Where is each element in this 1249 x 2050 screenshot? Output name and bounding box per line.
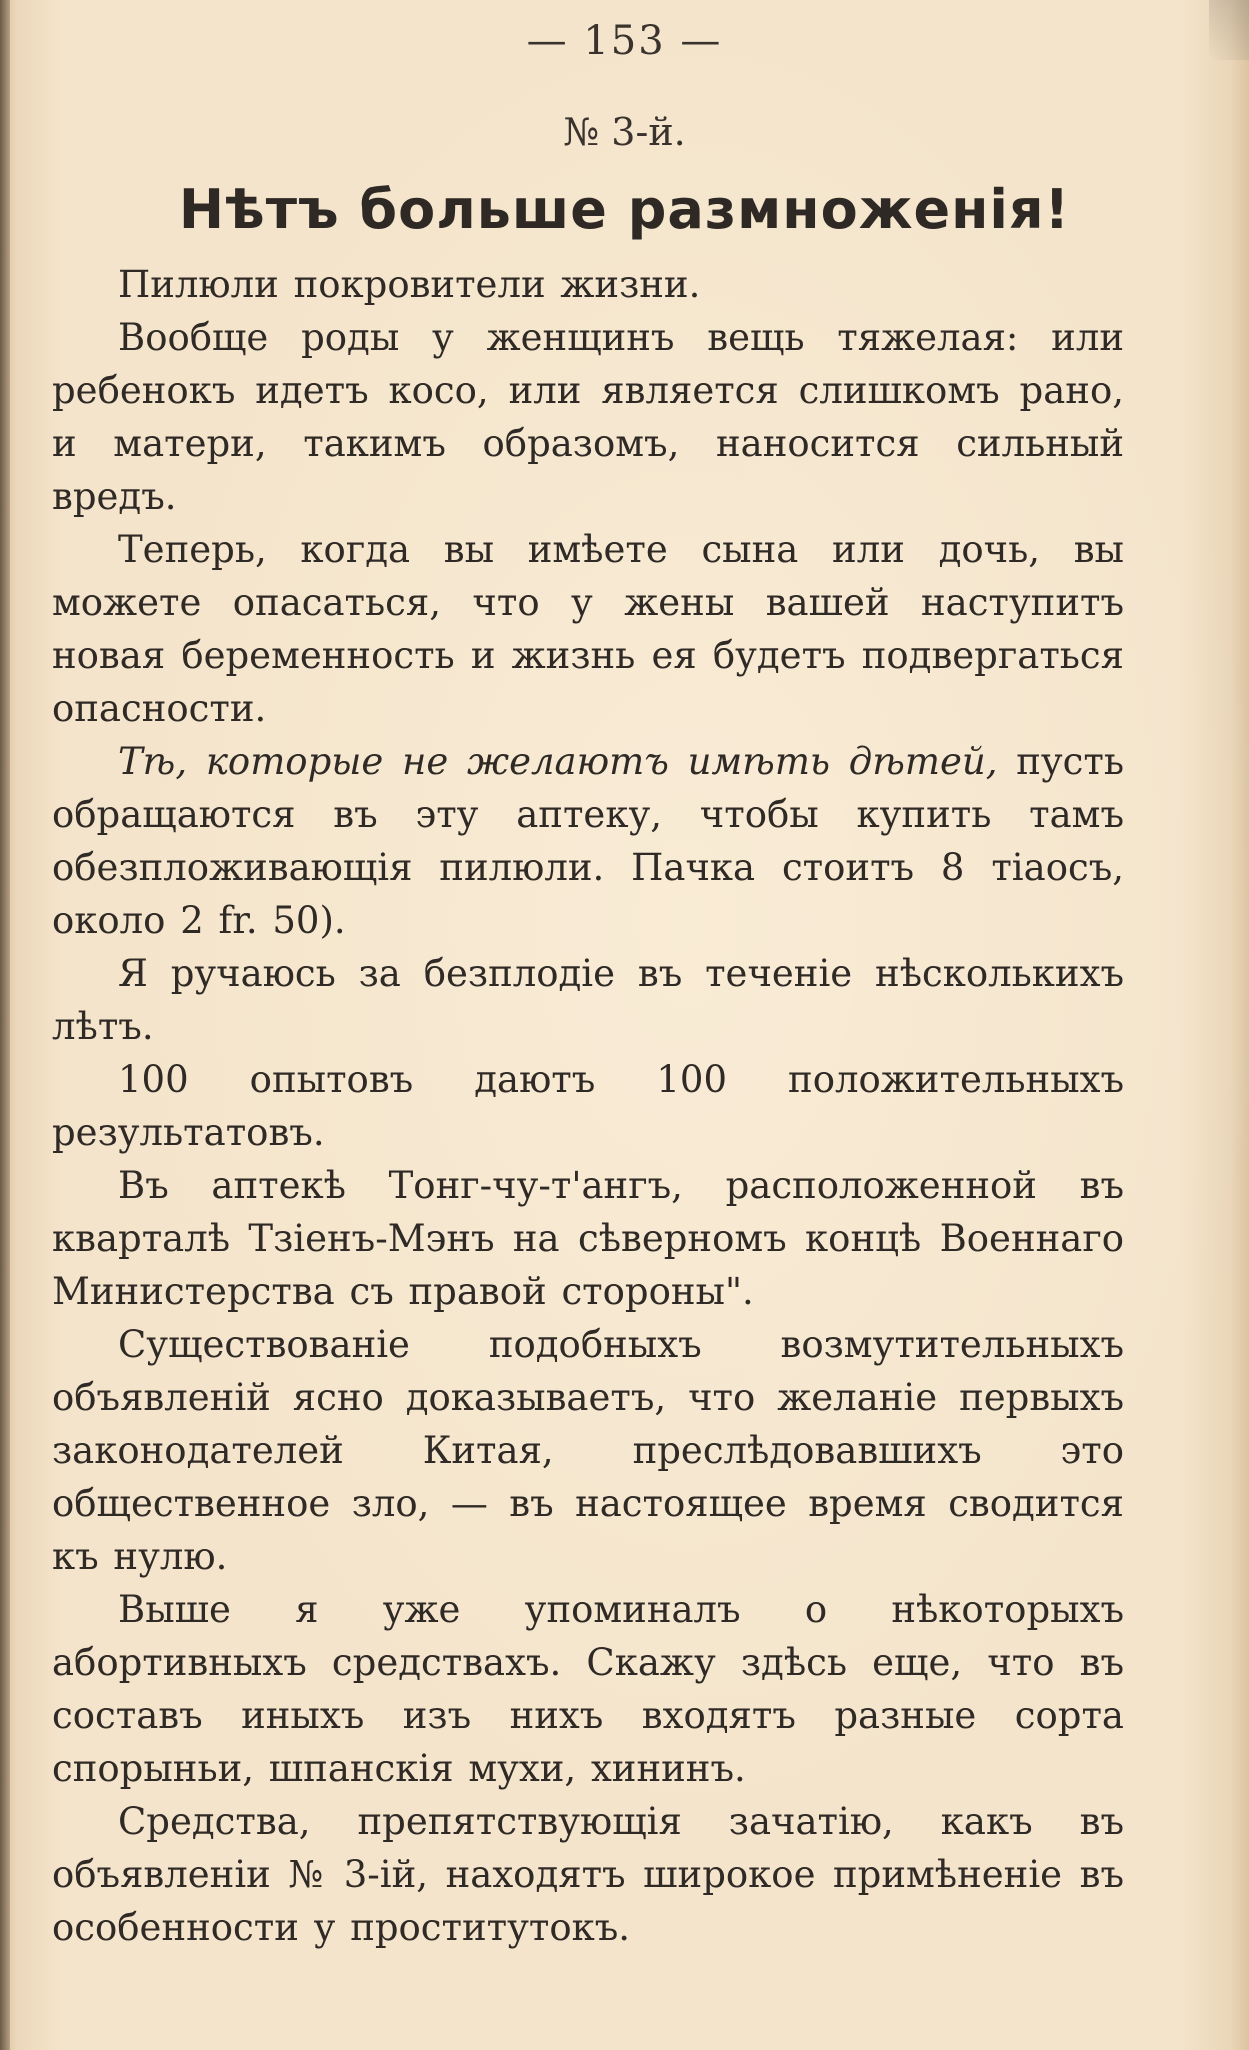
paragraph: Пилюли покровители жизни. [118,263,701,306]
italic-phrase: Тѣ, которые не желаютъ имѣть дѣтей, [118,740,998,783]
paragraph: Вообще роды у женщинъ вещь тяжелая: или ребенокъ идетъ косо, или является слишкомъ рано, и матери, такимъ образомъ, наносится сильный вредъ. [52,316,1124,518]
paragraph: Существованіе подобныхъ возмутительныхъ объявленій ясно доказываетъ, что желаніе первыхъ законодателей Китая, преслѣдовавшихъ это общественное зло, — въ настоящее время сводится къ нулю. [52,1323,1124,1578]
paragraph: Средства, препятствующія зачатію, какъ въ объявленіи № 3-ій, находятъ широкое примѣненіе въ особенности у проститутокъ. [52,1800,1124,1949]
page-number: — 153 — [526,18,723,64]
paragraph: 100 опытовъ даютъ 100 положительныхъ результатовъ. [52,1058,1124,1154]
paragraph: Выше я уже упоминалъ о нѣкоторыхъ абортивныхъ средствахъ. Скажу здѣсь еще, что въ составъ иныхъ изъ нихъ входятъ разные сорта спорыньи, шпанскія мухи, хининъ. [52,1588,1124,1790]
paragraph: Я ручаюсь за безплодіе въ теченіе нѣсколькихъ лѣтъ. [52,952,1124,1048]
page-title: Нѣтъ больше размноженія! [178,178,1071,241]
paragraph: Въ аптекѣ Тонг-чу-т'ангъ, расположенной въ кварталѣ Тзіенъ-Мэнъ на сѣверномъ концѣ Военнаго Министерства съ правой стороны". [52,1164,1124,1313]
paragraph: Тѣ, которые не желаютъ имѣть дѣтей, пусть обращаются въ эту аптеку, чтобы купить тамъ обезпложивающія пилюли. Пачка стоитъ 8 тіаосъ, около 2 fr. 50). [52,740,1124,942]
paragraph: Теперь, когда вы имѣете сына или дочь, вы можете опасаться, что у жены вашей наступитъ новая беременность и жизнь ея будетъ подвергаться опасности. [52,528,1124,730]
body-text [52,258,1124,1954]
page-spine-edge [0,0,10,2050]
section-number: № 3-й. [563,110,686,154]
